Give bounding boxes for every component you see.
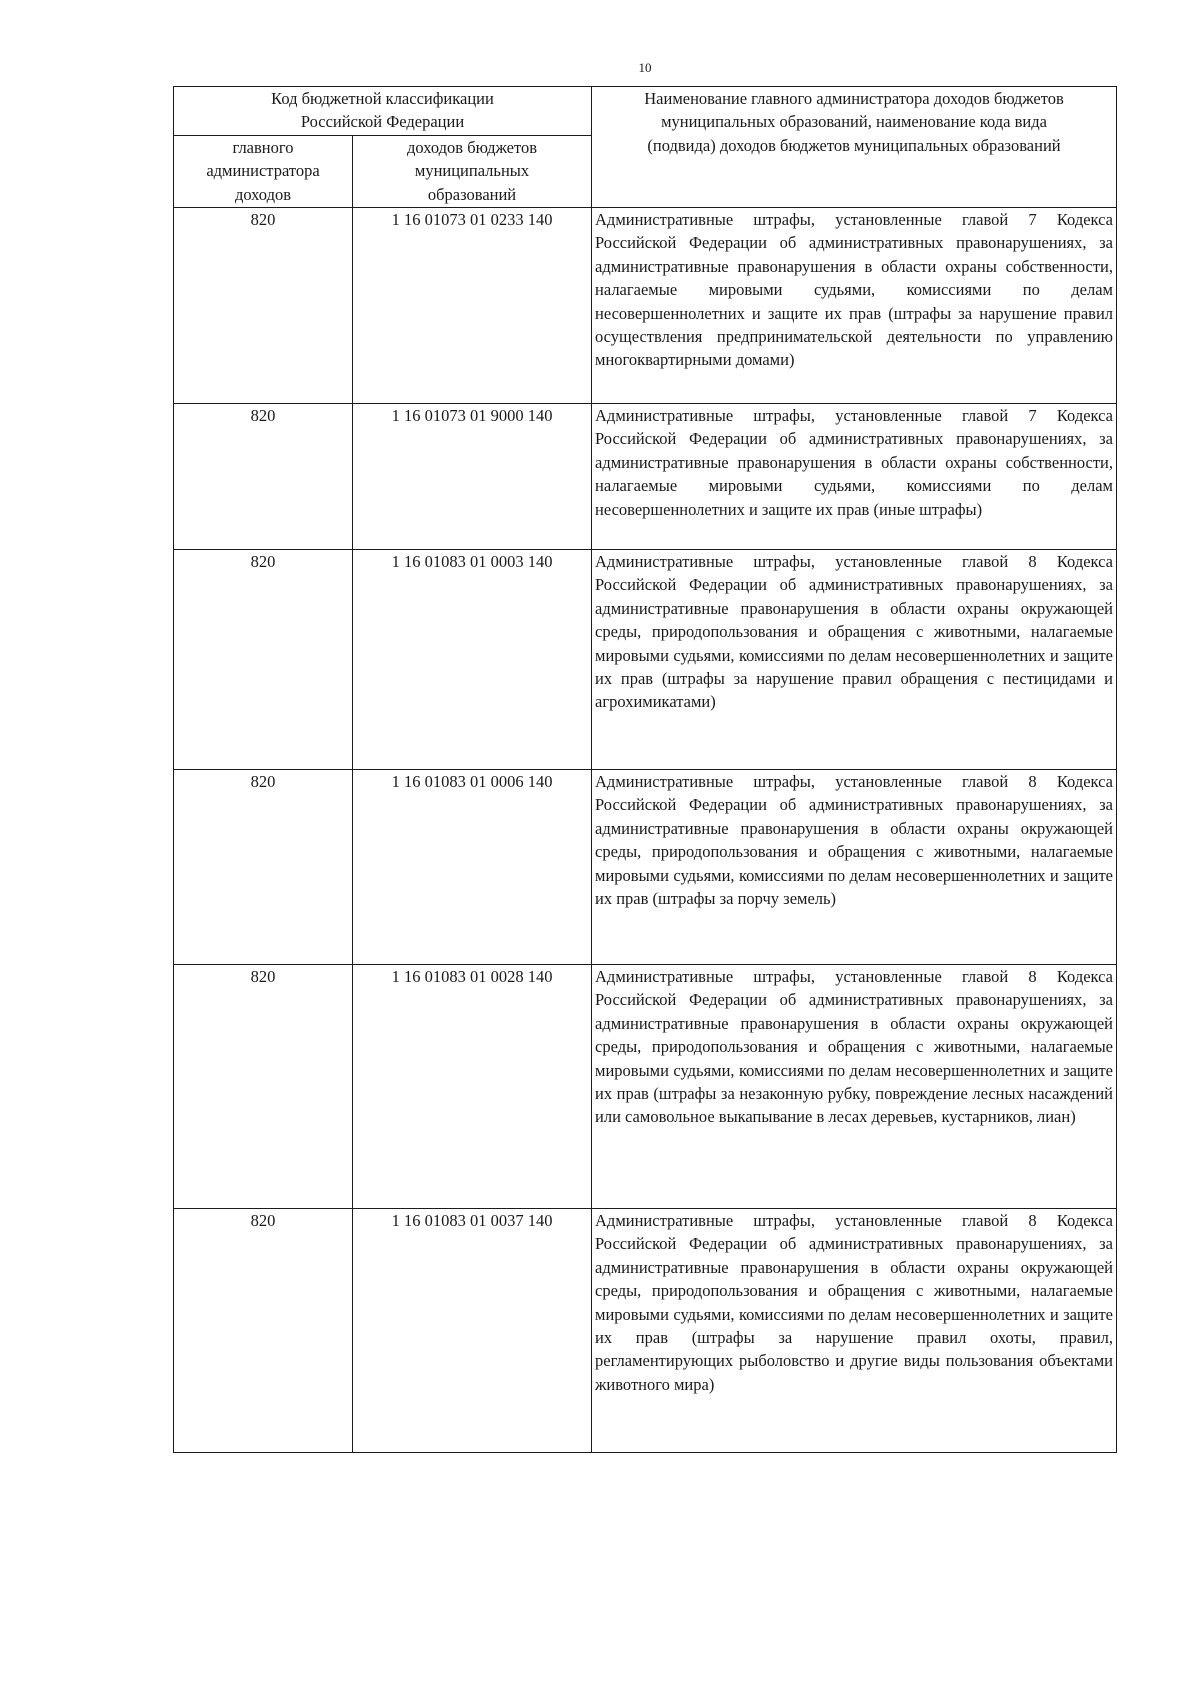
table-row (174, 770, 1117, 965)
header-group-title-line2: Российской Федерации (300, 112, 465, 132)
table-row (174, 965, 1117, 1209)
income-code-cell: 1 16 01073 01 9000 140 (353, 404, 592, 550)
header-group-title-line1: Код бюджетной классификации (271, 89, 494, 108)
header-col1-line1: главного (232, 138, 294, 157)
admin-code-cell: 820 (174, 550, 353, 770)
income-code-cell: 1 16 01083 01 0028 140 (353, 965, 592, 1209)
table-row (174, 1209, 1117, 1453)
admin-code-cell: 820 (174, 770, 353, 965)
table-row (174, 404, 1117, 550)
description-cell: Административные штрафы, установленные главой 8 Кодекса Российской Федерации об административных правонарушениях, за административные правонарушения в области охраны окружающей среды, природопользования и обращения с животными, налагаемые мировыми судьями, комиссиями по делам несовершеннолетних и защите их прав (штрафы за нарушение правил обращения с пестицидами и агрохимикатами) (592, 550, 1117, 770)
header-name-column (592, 87, 1117, 208)
admin-code-cell: 820 (174, 404, 353, 550)
header-col3-line2: муниципальных образований, наименование кода вида (661, 112, 1047, 132)
description-cell: Административные штрафы, установленные главой 8 Кодекса Российской Федерации об административных правонарушениях, за административные правонарушения в области охраны окружающей среды, природопользования и обращения с животными, налагаемые мировыми судьями, комиссиями по делам несовершеннолетних и защите их прав (штрафы за нарушение правил охоты, правил, регламентирующих рыболовство и другие виды пользования объектами животного мира) (592, 1209, 1117, 1453)
header-col3-line1: Наименование главного администратора доходов бюджетов (644, 89, 1064, 108)
description-cell: Административные штрафы, установленные главой 8 Кодекса Российской Федерации об административных правонарушениях, за административные правонарушения в области охраны окружающей среды, природопользования и обращения с животными, налагаемые мировыми судьями, комиссиями по делам несовершеннолетних и защите их прав (штрафы за порчу земель) (592, 770, 1117, 965)
header-col3-line3: (подвида) доходов бюджетов муниципальных образований (647, 135, 1061, 155)
description-cell: Административные штрафы, установленные главой 8 Кодекса Российской Федерации об административных правонарушениях, за административные правонарушения в области охраны окружающей среды, природопользования и обращения с животными, налагаемые мировыми судьями, комиссиями по делам несовершеннолетних и защите их прав (штрафы за незаконную рубку, повреждение лесных насаждений или самовольное выкапывание в лесах деревьев, кустарников, лиан) (592, 965, 1117, 1209)
header-col2-line1: доходов бюджетов (407, 138, 538, 157)
page-number: 10 (638, 60, 652, 75)
header-col1-line3: доходов (234, 184, 292, 204)
budget-classification-table (173, 86, 1117, 1453)
header-income-column (353, 136, 592, 208)
header-group-title (174, 87, 592, 136)
table-row (174, 550, 1117, 770)
admin-code-cell: 820 (174, 208, 353, 404)
description-cell: Административные штрафы, установленные главой 7 Кодекса Российской Федерации об административных правонарушениях, за административные правонарушения в области охраны собственности, налагаемые мировыми судьями, комиссиями по делам несовершеннолетних и защите их прав (иные штрафы) (592, 404, 1117, 550)
income-code-cell: 1 16 01083 01 0037 140 (353, 1209, 592, 1453)
income-code-cell: 1 16 01083 01 0006 140 (353, 770, 592, 965)
header-col2-line3: образований (427, 184, 517, 204)
income-code-cell: 1 16 01083 01 0003 140 (353, 550, 592, 770)
header-col2-line2: муниципальных (414, 161, 530, 181)
admin-code-cell: 820 (174, 1209, 353, 1453)
admin-code-cell: 820 (174, 965, 353, 1209)
header-admin-column (174, 136, 353, 208)
table-row (174, 208, 1117, 404)
income-code-cell: 1 16 01073 01 0233 140 (353, 208, 592, 404)
description-cell: Административные штрафы, установленные главой 7 Кодекса Российской Федерации об административных правонарушениях, за административные правонарушения в области охраны собственности, налагаемые мировыми судьями, комиссиями по делам несовершеннолетних и защите их прав (штрафы за нарушение правил осуществления предпринимательской деятельности по управлению многоквартирными домами) (592, 208, 1117, 404)
header-col1-line2: администратора (206, 161, 320, 181)
